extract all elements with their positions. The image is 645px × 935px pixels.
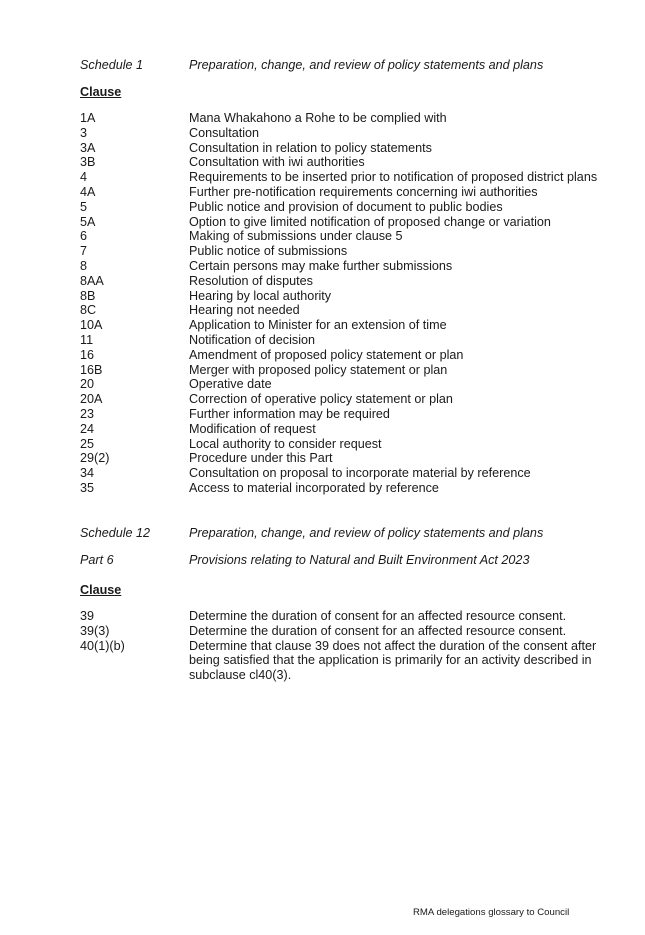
clause-description: Option to give limited notification of proposed change or variation xyxy=(189,214,551,229)
clause-number: 39 xyxy=(80,609,95,623)
clause-number: 24 xyxy=(80,421,95,436)
clause-description: Further information may be required xyxy=(189,406,390,421)
clause-number: 7 xyxy=(80,244,88,259)
clause-number: 20 xyxy=(80,377,95,392)
clause-number: 4 xyxy=(80,170,88,185)
clause-number: 25 xyxy=(80,436,95,451)
clause-row xyxy=(80,437,620,452)
clause-description: Amendment of proposed policy statement or plan xyxy=(189,347,464,362)
clause-row xyxy=(80,624,620,639)
clause-description: Notification of decision xyxy=(189,332,316,347)
clause-row xyxy=(80,200,620,215)
clause-description: Hearing by local authority xyxy=(189,288,332,303)
clause-description: Operative date xyxy=(189,377,272,392)
clause-number: 1A xyxy=(80,111,96,125)
clause-row xyxy=(80,451,620,466)
clause-description: Consultation on proposal to incorporate material by reference xyxy=(189,466,531,481)
clause-row xyxy=(80,609,620,624)
clause-number: 3 xyxy=(80,125,88,140)
clause-description: Mana Whakahono a Rohe to be complied with xyxy=(189,111,447,125)
clause-description: Consultation with iwi authorities xyxy=(189,155,365,170)
clause-number: 16B xyxy=(80,362,103,377)
clause-row xyxy=(80,392,620,407)
clause-description: Determine the duration of consent for an affected resource consent. xyxy=(189,623,567,638)
clause-description: Determine the duration of consent for an affected resource consent. xyxy=(189,609,567,623)
clause-description: Certain persons may make further submissions xyxy=(189,258,453,273)
clause-description: Resolution of disputes xyxy=(189,273,313,288)
clause-number: 3B xyxy=(80,155,96,170)
clause-number: 35 xyxy=(80,480,95,495)
clause-row xyxy=(80,126,620,141)
clause-row xyxy=(80,348,620,363)
clause-description: Procedure under this Part xyxy=(189,451,333,466)
clause-description: Further pre-notification requirements concerning iwi authorities xyxy=(189,184,538,199)
clause-number: 11 xyxy=(80,332,94,347)
clause-number: 29(2) xyxy=(80,451,110,466)
clause-description: Application to Minister for an extension of time xyxy=(189,318,447,333)
part-6-title: Provisions relating to Natural and Built Environment Act 2023 xyxy=(189,553,530,567)
clause-number: 10A xyxy=(80,318,103,333)
clause-number: 5 xyxy=(80,199,88,214)
schedule-1-clause-list xyxy=(80,111,620,496)
clause-row xyxy=(80,229,620,244)
schedule-1-label: Schedule 1 xyxy=(80,58,144,72)
clause-row xyxy=(80,422,620,437)
clause-number: 16 xyxy=(80,347,95,362)
clause-row xyxy=(80,274,620,289)
clause-row xyxy=(80,141,620,156)
schedule-12-clause-list xyxy=(80,609,620,683)
clause-row xyxy=(80,155,620,170)
clause-description: Making of submissions under clause 5 xyxy=(189,229,403,244)
clause-number: 20A xyxy=(80,392,103,407)
clause-row xyxy=(80,111,620,126)
clause-number: 8C xyxy=(80,303,97,318)
clause-description: Correction of operative policy statement or plan xyxy=(189,392,453,407)
page-footer: RMA delegations glossary to Council xyxy=(413,907,570,918)
clause-description: Modification of request xyxy=(189,421,316,436)
clause-row xyxy=(80,259,620,274)
schedule-12-label: Schedule 12 xyxy=(80,526,151,540)
clause-number: 3A xyxy=(80,140,96,155)
schedule-12-title: Preparation, change, and review of policy statements and plans xyxy=(189,526,544,540)
clause-row xyxy=(80,318,620,333)
clause-description: Local authority to consider request xyxy=(189,436,382,451)
clause-row xyxy=(80,363,620,378)
clause-row xyxy=(80,466,620,481)
clause-description: Merger with proposed policy statement or plan xyxy=(189,362,448,377)
schedule-1-title: Preparation, change, and review of policy statements and plans xyxy=(189,58,544,72)
clause-row xyxy=(80,303,620,318)
clause-description: Consultation xyxy=(189,125,260,140)
clause-number: 34 xyxy=(80,466,95,481)
clause-row xyxy=(80,407,620,422)
clause-number: 8B xyxy=(80,288,96,303)
clause-row xyxy=(80,170,620,185)
clause-row xyxy=(80,481,620,496)
clause-number: 6 xyxy=(80,229,88,244)
clause-row xyxy=(80,185,620,200)
clause-row xyxy=(80,639,620,683)
clause-row xyxy=(80,215,620,230)
clause-description: Hearing not needed xyxy=(189,303,300,318)
clause-description: Access to material incorporated by reference xyxy=(189,480,439,495)
clause-description: Requirements to be inserted prior to notification of proposed district plans xyxy=(189,170,598,185)
schedule-12-clause-heading: Clause xyxy=(80,583,122,597)
clause-row xyxy=(80,333,620,348)
clause-description: Public notice and provision of document to public bodies xyxy=(189,199,503,214)
clause-row xyxy=(80,244,620,259)
clause-number: 8AA xyxy=(80,273,104,288)
schedule-1-clause-heading: Clause xyxy=(80,85,122,99)
clause-description: Consultation in relation to policy statements xyxy=(189,140,432,155)
clause-description: Public notice of submissions xyxy=(189,244,348,259)
part-6-label: Part 6 xyxy=(80,553,114,567)
clause-number: 8 xyxy=(80,258,88,273)
clause-number: 5A xyxy=(80,214,96,229)
clause-description: Determine that clause 39 does not affect the duration of the consent after being satisfied that the application is primarily for an activity described in subclause cl40(3). xyxy=(189,638,597,683)
clause-number: 4A xyxy=(80,184,96,199)
clause-row xyxy=(80,289,620,304)
clause-number: 23 xyxy=(80,406,95,421)
clause-number: 40(1)(b) xyxy=(80,638,125,653)
clause-number: 39(3) xyxy=(80,623,110,638)
clause-row xyxy=(80,377,620,392)
